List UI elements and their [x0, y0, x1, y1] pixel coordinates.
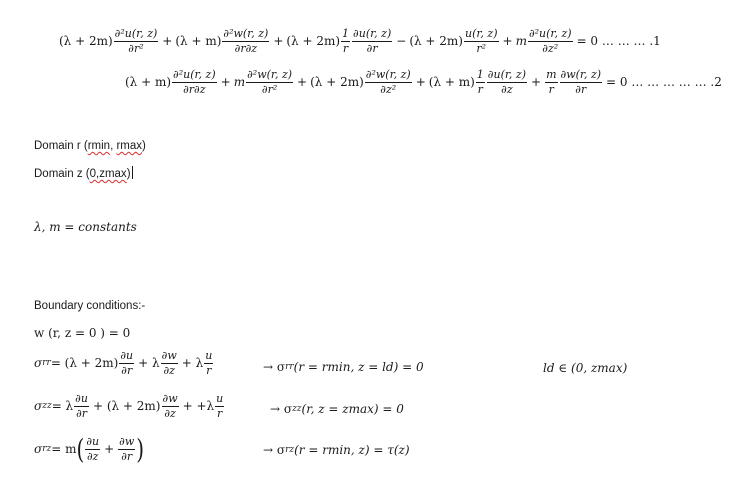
eq1-term3-num-b: ∂u(r, z): [353, 27, 392, 40]
bc-zz-condition: [270, 402, 404, 416]
eq1-term4-den: r²: [476, 41, 487, 55]
bc-rr-frac3: [204, 350, 213, 376]
bc-zz-cond: (r, z = zmax) = 0: [301, 402, 404, 416]
bc-rr-f3-den: r: [206, 363, 212, 377]
bc-rz-f2-num: ∂w: [119, 435, 135, 448]
eq1-term1-coef: (λ + 2m): [59, 34, 113, 49]
eq2-term3-frac: [365, 69, 412, 95]
eq2-term5-num-b: ∂w(r, z): [560, 68, 602, 81]
bc-zz-f2-num: ∂w: [162, 392, 178, 405]
eq2-op4: +: [531, 75, 542, 90]
eq1-term3-frac-b: [352, 28, 392, 54]
eq1-term3-den-b: ∂r: [366, 41, 378, 55]
eq2-op2: +: [297, 75, 308, 90]
domain-r-rmax: rmax: [116, 140, 143, 152]
text-cursor: [132, 166, 133, 179]
bc-rz-frac1: [85, 436, 100, 462]
bc-rr-f1-den: ∂r: [121, 363, 133, 377]
eq2-term1-frac: [172, 69, 217, 95]
bc-rz-condition: [263, 443, 410, 457]
domain-r-suffix: ): [142, 140, 146, 152]
eq2-term5-den-b: ∂r: [575, 82, 587, 96]
eq2-term2-frac: [246, 69, 293, 95]
eq2-term5-frac-b: [560, 69, 603, 95]
domain-z-line[interactable]: [34, 166, 133, 180]
equation-1: [59, 28, 661, 54]
bc-ld-range: ld ∈ (0, zmax): [543, 361, 628, 375]
bc-rr-frac2: [161, 350, 178, 376]
bc-rz-close-paren: ): [136, 432, 145, 466]
eq2-term4-den-a: r: [477, 82, 483, 96]
eq1-term1-num: ∂²u(r, z): [114, 27, 158, 40]
bc-zz-op1: + (λ + 2m): [92, 399, 161, 414]
eq1-rhs: = 0 … … … .1: [576, 34, 661, 49]
bc-rz-arrow: → σ: [263, 443, 286, 457]
bc-zz-f2-den: ∂z: [164, 406, 176, 420]
bc-sigma-rz: [34, 432, 145, 466]
bc-sigma-zz: [34, 393, 225, 419]
bc-zz-f3-num: u: [216, 392, 224, 405]
bc-zz-f3-den: r: [217, 406, 223, 420]
domain-r-line: [34, 140, 146, 152]
domain-r-prefix: Domain r (: [34, 140, 88, 152]
eq2-term5-den-a: r: [548, 82, 554, 96]
eq1-op4: +: [502, 34, 513, 49]
eq2-op1: +: [220, 75, 231, 90]
bc-rz-f1-num: ∂u: [86, 435, 100, 448]
eq1-term5-frac: [528, 28, 573, 54]
bc-zz-arrow: → σ: [270, 402, 293, 416]
eq1-op1: +: [162, 34, 173, 49]
eq1-term3-frac-a: [341, 28, 350, 54]
bc-rr-lhs: σ: [34, 356, 43, 371]
eq1-term5-den: ∂z²: [542, 41, 559, 55]
eq2-term1-den: ∂r∂z: [183, 82, 206, 96]
bc-rz-op1: +: [104, 442, 115, 457]
eq2-rhs: = 0 … … … … … .2: [606, 75, 722, 90]
bc-rz-lhs: σ: [34, 442, 43, 457]
eq1-term3-num-a: 1: [342, 27, 350, 40]
eq1-term5-coef: m: [515, 34, 527, 49]
eq1-op2: +: [273, 34, 284, 49]
eq1-term4-num: u(r, z): [464, 27, 498, 40]
bc-rr-sub: rr: [42, 358, 51, 369]
bc-rz-eq: = m: [51, 442, 77, 457]
eq1-term1-frac: [114, 28, 159, 54]
eq1-term2-den: ∂r∂z: [234, 41, 258, 55]
bc-sigma-rr: [34, 350, 214, 376]
eq1-term5-num: ∂²u(r, z): [528, 27, 572, 40]
eq2-term4-num-a: 1: [476, 68, 484, 81]
eq1-term3-coef: (λ + 2m): [286, 34, 341, 49]
eq1-op3: −: [396, 34, 407, 49]
equation-2: [125, 69, 722, 95]
bc-rr-f1-num: ∂u: [120, 349, 134, 362]
bc-rr-f2-num: ∂w: [161, 349, 177, 362]
domain-r-sep: ,: [110, 140, 117, 152]
bc-zz-eq: = λ: [51, 399, 74, 414]
eq1-term4-coef: (λ + 2m): [409, 34, 463, 49]
bc-rz-sub: rz: [42, 444, 52, 455]
constants-line: λ, m = constants: [34, 220, 137, 234]
bc-heading: Boundary conditions:-: [34, 300, 146, 312]
bc-w-line: w (r, z = 0 ) = 0: [34, 326, 131, 340]
eq1-term2-frac: [222, 28, 269, 54]
bc-rz-cond: (r = rmin, z) = τ(z): [294, 443, 410, 457]
bc-rr-condition: [263, 360, 424, 374]
bc-rr-arrow-sub: rr: [285, 362, 294, 372]
bc-rr-f3-num: u: [205, 349, 213, 362]
eq2-term5-num-a: m: [546, 68, 557, 81]
eq2-term2-num: ∂²w(r, z): [247, 68, 293, 81]
domain-z-suffix: ): [126, 168, 131, 180]
bc-rz-f2-den: ∂r: [121, 449, 133, 463]
eq2-term3-coef: (λ + 2m): [310, 75, 364, 90]
bc-zz-f1-num: ∂u: [75, 392, 88, 405]
eq1-term3-den-a: r: [342, 41, 349, 55]
bc-rr-frac1: [119, 350, 134, 376]
eq2-term4-den-b: ∂z: [501, 82, 513, 96]
bc-rr-op1: + λ: [138, 356, 160, 371]
bc-rr-arrow: → σ: [263, 360, 286, 374]
eq2-term3-den: ∂z²: [380, 82, 397, 96]
bc-rz-open-paren: (: [76, 432, 85, 466]
domain-z-range: 0,zmax: [89, 168, 127, 180]
bc-zz-frac1: [74, 393, 89, 419]
eq2-term5-frac-a: [545, 69, 557, 95]
bc-zz-f1-den: ∂r: [76, 406, 88, 420]
eq1-term2-coef: (λ + m): [175, 34, 222, 49]
bc-zz-frac2: [162, 393, 179, 419]
eq2-term2-den: ∂r²: [261, 82, 278, 96]
eq2-term4-num-b: ∂u(r, z): [487, 68, 526, 81]
eq2-term2-coef: m: [233, 75, 246, 90]
eq2-term3-num: ∂²w(r, z): [365, 68, 411, 81]
bc-zz-frac3: [215, 393, 224, 419]
eq2-term1-num: ∂²u(r, z): [173, 68, 216, 81]
domain-r-rmin: rmin: [87, 140, 111, 152]
eq2-term1-coef: (λ + m): [125, 75, 172, 90]
eq1-term1-den: ∂r²: [128, 41, 144, 55]
eq2-term4-frac-a: [476, 69, 485, 95]
eq2-term4-coef: (λ + m): [428, 75, 475, 90]
eq1-term4-frac: [464, 28, 499, 54]
bc-rz-f1-den: ∂z: [86, 449, 99, 463]
eq2-term4-frac-b: [487, 69, 527, 95]
bc-rz-frac2: [118, 436, 135, 462]
bc-rr-op2: + λ: [181, 356, 204, 371]
bc-zz-op2: + +λ: [182, 399, 215, 414]
bc-zz-lhs: σ: [34, 399, 43, 414]
bc-zz-sub: zz: [42, 401, 52, 412]
bc-rr-cond: (r = rmin, z = ld) = 0: [293, 360, 424, 374]
eq2-op3: +: [415, 75, 426, 90]
domain-z-prefix: Domain z (: [34, 168, 90, 180]
eq1-term2-num: ∂²w(r, z): [223, 27, 269, 40]
bc-rr-eq: = (λ + 2m): [50, 356, 119, 371]
bc-rr-f2-den: ∂z: [163, 363, 175, 377]
bc-rz-arrow-sub: rz: [285, 445, 295, 455]
bc-zz-arrow-sub: zz: [292, 404, 302, 414]
